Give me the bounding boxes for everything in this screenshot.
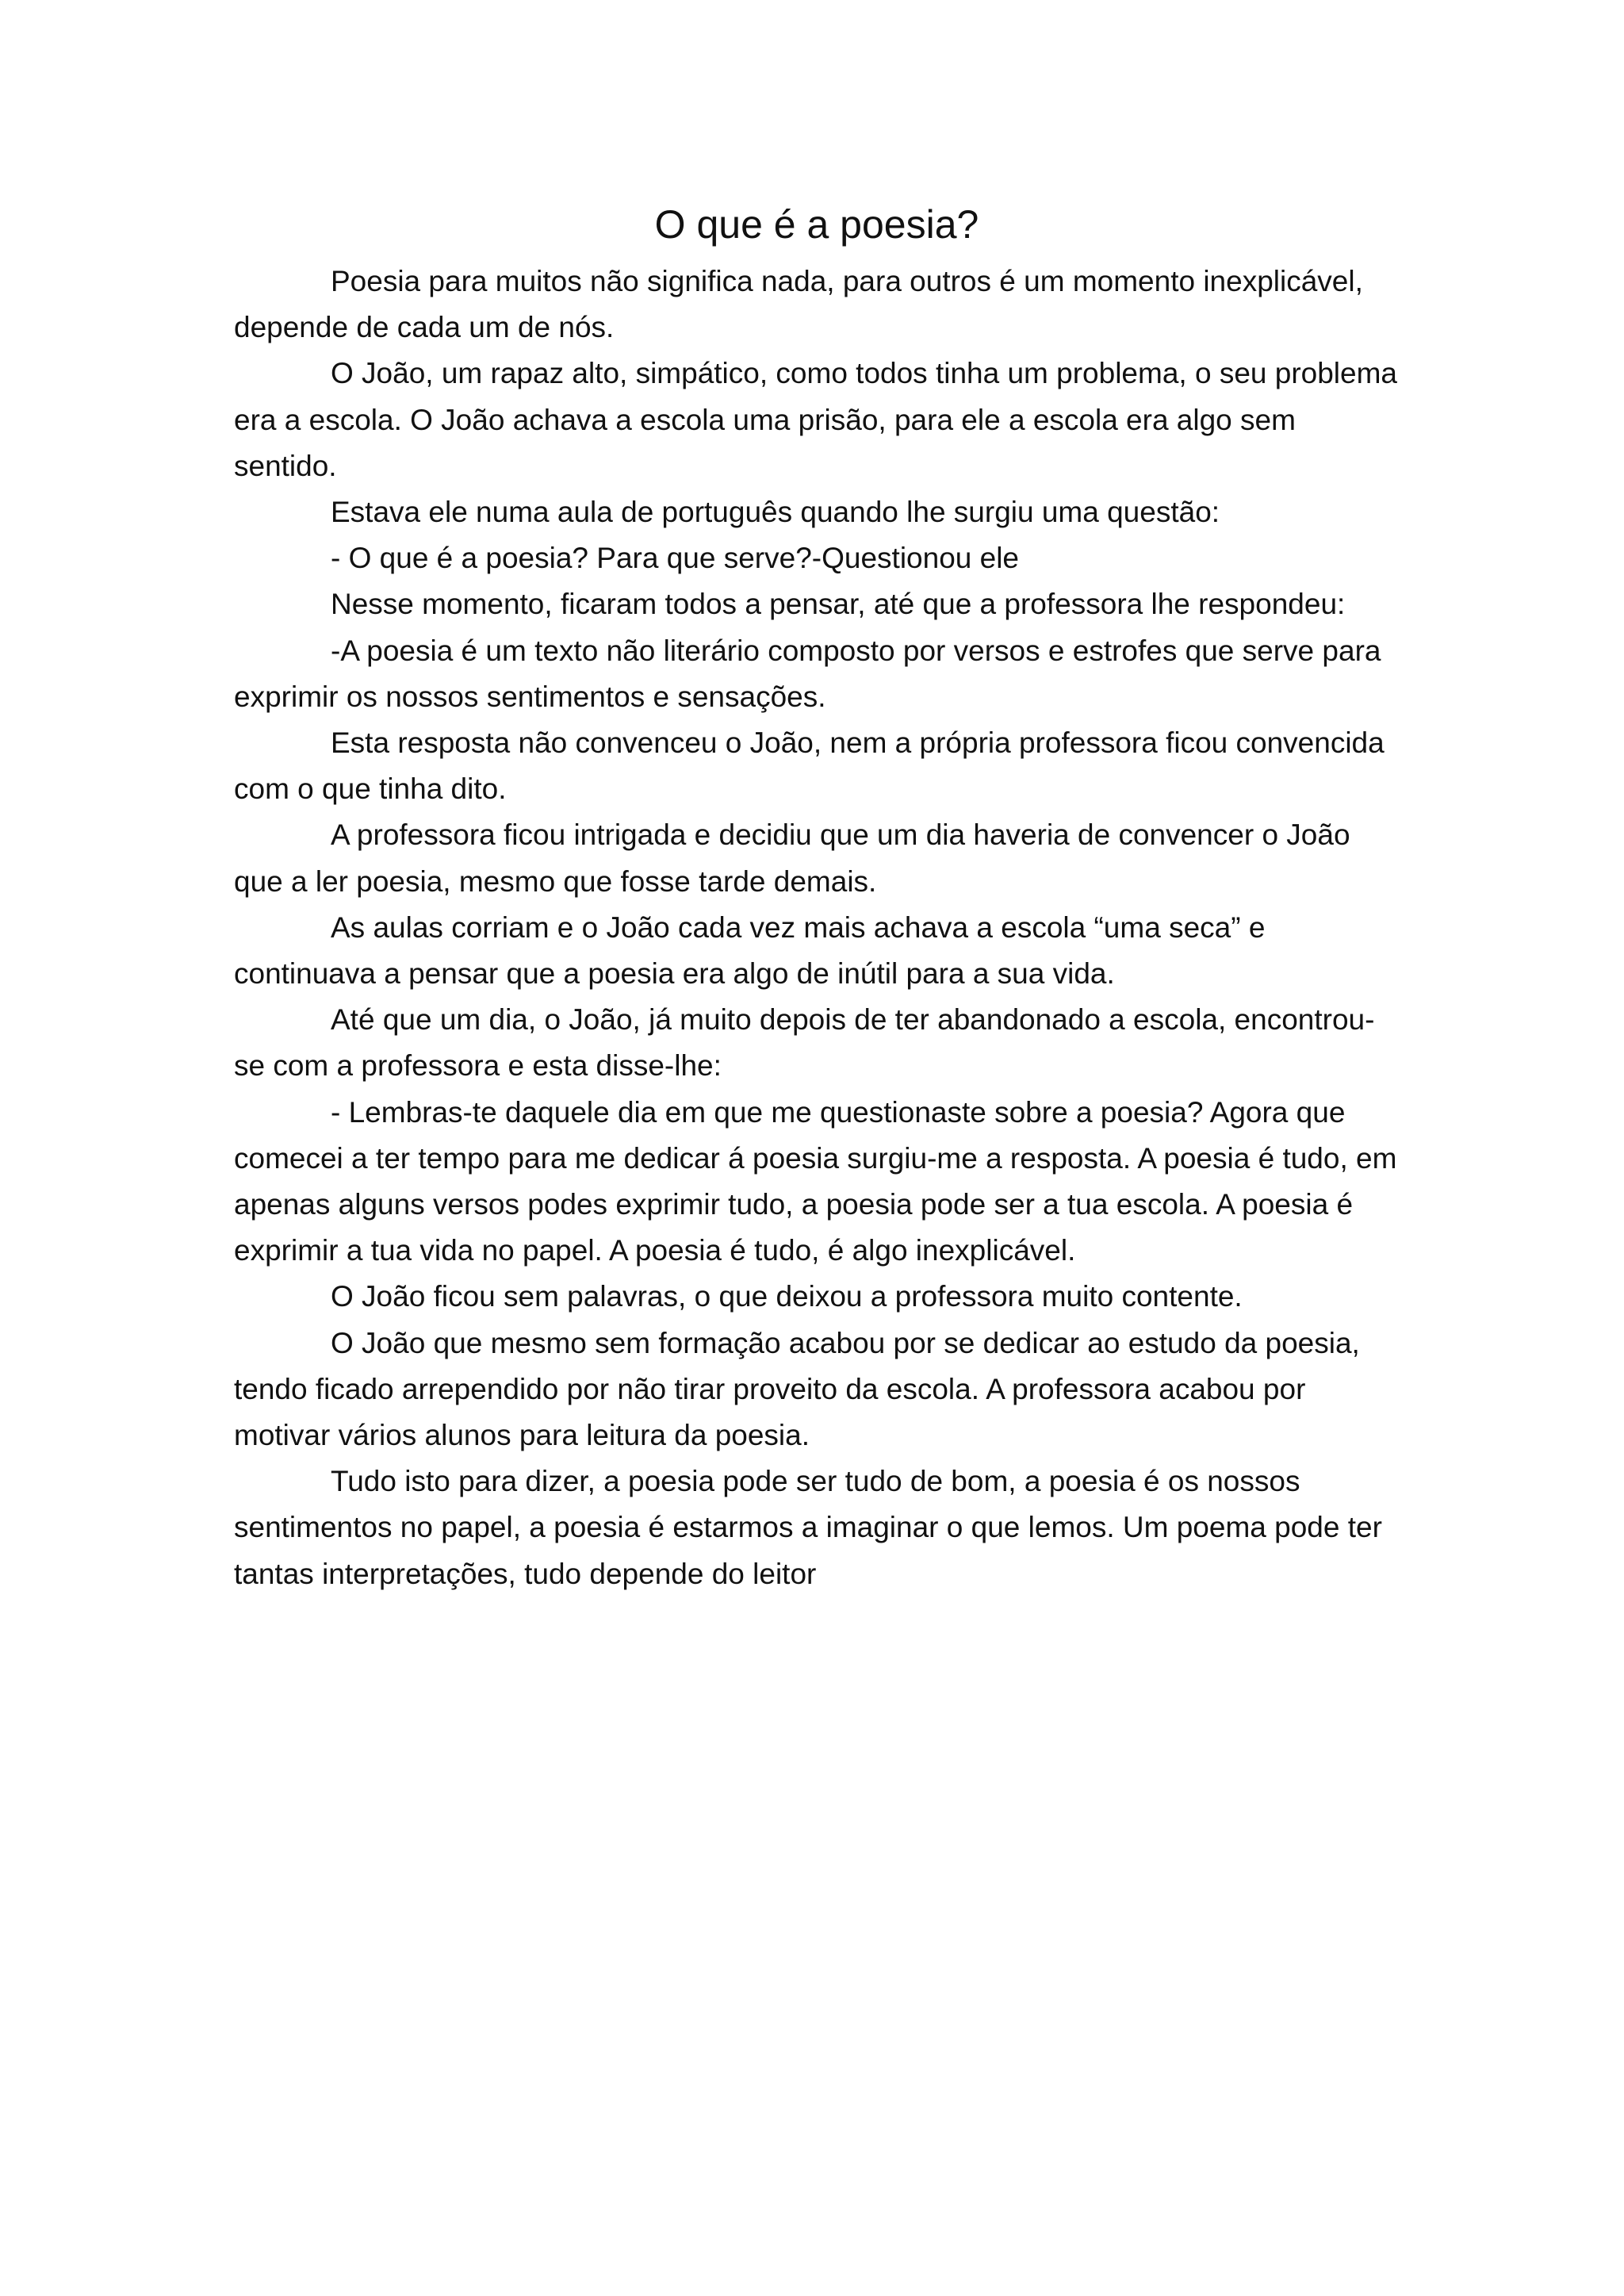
paragraph: Tudo isto para dizer, a poesia pode ser tudo de bom, a poesia é os nossos sentimentos no papel, a poesia é estarmos a imaginar o que lemos. Um poema pode ter tantas interpretações, tudo depende do leitor — [234, 1465, 1382, 1590]
paragraph: Até que um dia, o João, já muito depois de ter abandonado a escola, encontrou-se com a professora e esta disse-lhe: — [234, 1003, 1375, 1083]
paragraph: - Lembras-te daquele dia em que me questionaste sobre a poesia? Agora que comecei a ter tempo para me dedicar á poesia surgiu-me a resposta. A poesia é tudo, em apenas alguns versos podes exprimir tudo, a poesia pode ser a tua escola. A poesia é exprimir a tua vida no papel. A poesia é tudo, é algo inexplicável. — [234, 1095, 1397, 1267]
paragraph: -A poesia é um texto não literário composto por versos e estrofes que serve para exprimir os nossos sentimentos e sensações. — [234, 634, 1381, 713]
document-body — [234, 197, 1400, 1597]
document-title: O que é a poesia? — [654, 202, 979, 247]
paragraph: As aulas corriam e o João cada vez mais achava a escola “uma seca” e continuava a pensar que a poesia era algo de inútil para a sua vida. — [234, 910, 1266, 991]
paragraph: - O que é a poesia? Para que serve?-Questionou ele — [331, 542, 1020, 575]
paragraph: O João que mesmo sem formação acabou por se dedicar ao estudo da poesia, tendo ficado arrependido por não tirar proveito da escola. A professora acabou por motivar vários alunos para leitura da poesia. — [234, 1326, 1360, 1452]
paragraph: Nesse momento, ficaram todos a pensar, até que a professora lhe respondeu: — [331, 588, 1346, 621]
paragraph: Poesia para muitos não significa nada, para outros é um momento inexplicável, depende de cada um de nós. — [234, 265, 1363, 344]
paragraph: Estava ele numa aula de português quando lhe surgiu uma questão: — [331, 496, 1220, 529]
paragraph: O João ficou sem palavras, o que deixou a professora muito contente. — [331, 1280, 1243, 1313]
paragraph: O João, um rapaz alto, simpático, como todos tinha um problema, o seu problema era a escola. O João achava a escola uma prisão, para ele a escola era algo sem sentido. — [234, 357, 1398, 482]
paragraph: Esta resposta não convenceu o João, nem a própria professora ficou convencida com o que tinha dito. — [234, 726, 1385, 806]
paragraph: A professora ficou intrigada e decidiu que um dia haveria de convencer o João que a ler poesia, mesmo que fosse tarde demais. — [234, 818, 1350, 898]
